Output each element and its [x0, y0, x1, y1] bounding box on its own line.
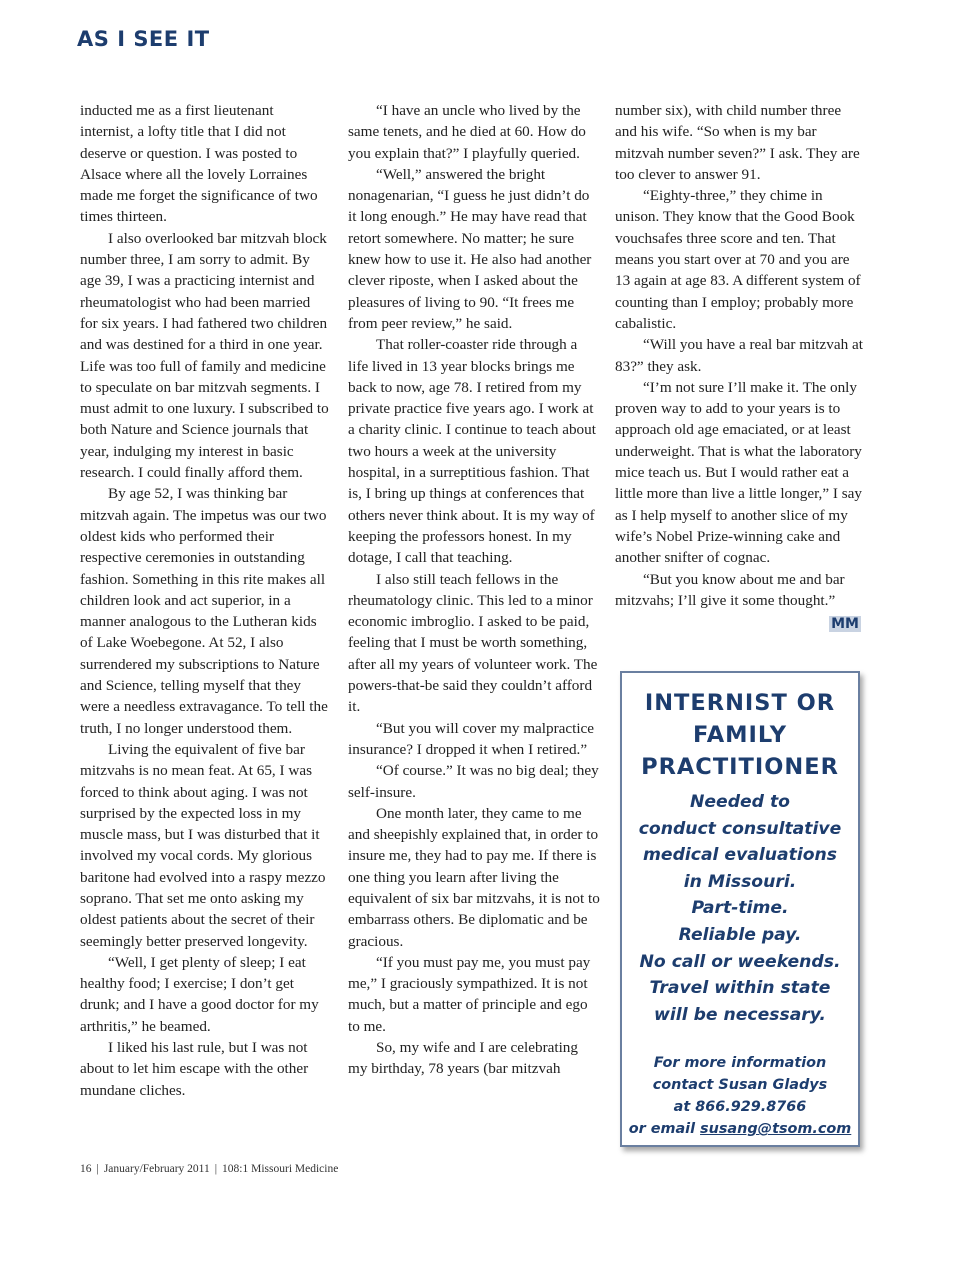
ad-body-line: medical evaluations	[643, 845, 837, 866]
section-title: AS I SEE IT	[77, 27, 210, 51]
ad-heading-line: FAMILY	[692, 722, 788, 748]
job-advertisement	[620, 671, 860, 1147]
paragraph: That roller-coaster ride through a life lived in 13 year blocks brings me back to now, age 78. I retired from my private practice five years ago. I work at a charity clinic. I continue to teach about two hours a week at the university hospital, in a surreptitious fashion. That is, I bring up things at conferences that others never think about. It is my way of keeping the professors honest. In my dotage, I call that teaching.	[348, 336, 596, 567]
paragraph: Living the equivalent of five bar mitzvahs is no mean feat. At 65, I was forced to think about aging. I was not surprised by the expected loss in my muscle mass, but I was disturbed that it involved my vocal cords. My glorious baritone had evolved into a raspy mezzo soprano. That set me onto asking my oldest patients about the secret of their seemingly better preserved longevity.	[80, 740, 326, 950]
ad-contact-line: contact Susan Gladys	[652, 1077, 828, 1094]
publication-name: 108:1 Missouri Medicine	[222, 1163, 339, 1175]
ad-heading	[622, 687, 858, 783]
issue-date: January/February 2011	[103, 1163, 210, 1175]
ad-email-line	[622, 1118, 858, 1140]
footer-separator: |	[96, 1163, 99, 1175]
paragraph: So, my wife and I are celebrating my birthday, 78 years (bar mitzvah	[348, 1039, 578, 1078]
paragraph: “If you must pay me, you must pay me,” I graciously sympathized. It is not much, but a matter of principle and ego to me.	[348, 953, 591, 1035]
ad-email-prefix: or email	[628, 1121, 701, 1138]
ad-body-line: Part-time.	[691, 898, 789, 919]
paragraph: “I have an uncle who lived by the same tenets, and he died at 60. How do you explain that?” I playfully queried.	[348, 102, 586, 162]
paragraph: “Well,” answered the bright nonagenarian, “I guess he just didn’t do it long enough.” He may have read that retort somewhere. No matter; he sure knew how to use it. He also had another clever riposte, when I asked about the pleasures of living to 90. “It frees me from peer review,” he said.	[348, 165, 592, 332]
ad-heading-line: INTERNIST OR	[644, 690, 836, 716]
footer-separator: |	[214, 1163, 218, 1175]
article-column-2	[348, 100, 600, 1080]
paragraph: I also still teach fellows in the rheumatology clinic. This led to a minor economic imbroglio. I asked to be paid, feeling that I must be worth something, after all my years of volunteer work. The powers-that-be said they couldn’t afford it.	[348, 570, 598, 716]
page-number: 16	[80, 1163, 92, 1175]
paragraph: “Eighty-three,” they chime in unison. They know that the Good Book vouchsafes three score and ten. That means you start over at 70 and you are 13 again at age 83. A different system of counting than I employ; probably more cabalistic.	[615, 187, 861, 332]
article-column-3	[615, 100, 865, 634]
ad-body-line: Reliable pay.	[678, 924, 802, 945]
paragraph: “Will you have a real bar mitzvah at 83?” they ask.	[615, 336, 863, 375]
ad-heading-line: PRACTITIONER	[641, 754, 839, 780]
end-mark	[615, 613, 861, 634]
paragraph: number six), with child number three and his wife. “So when is my bar mitzvah number seven?” I ask. They are too clever to answer 91.	[615, 102, 860, 183]
ad-body-line: No call or weekends.	[639, 951, 841, 972]
paragraph: By age 52, I was thinking bar mitzvah again. The impetus was our two oldest kids who performed their respective ceremonies in outstanding fashion. Something in this rite makes all children look and act superior, in a manner analogous to the Lutheran kids of Lake Woebegone. At 52, I also surrendered my subscriptions to Nature and Science, telling myself that they were a needless extravagance. To tell the truth, I no longer understood them.	[80, 485, 328, 737]
ad-contact	[622, 1052, 858, 1140]
paragraph: I also overlooked bar mitzvah block number three, I am sorry to admit. By age 39, I was a practicing internist and rheumatologist who had been married for six years. I had fathered two children and was destined for a third in one year. Life was too full of family and medicine to speculate on bar mitzvah segments. I must admit to one luxury. I subscribed to both Nature and Science journals that year, indulging my interest in basic research. I could finally afford them.	[80, 229, 329, 482]
paragraph: “Of course.” It was no big deal; they self-insure.	[348, 762, 599, 801]
paragraph: “But you will cover my malpractice insurance? I dropped it when I retired.”	[348, 719, 595, 758]
end-mark-logo: MM	[831, 616, 859, 633]
ad-contact-line: For more information	[653, 1055, 827, 1072]
ad-body-line: conduct consultative	[638, 818, 842, 839]
ad-contact-line: at 866.929.8766	[673, 1099, 807, 1116]
ad-body-line: Travel within state	[649, 978, 831, 999]
article-column-1	[80, 100, 330, 1101]
paragraph: “I’m not sure I’ll make it. The only proven way to add to your years is to approach old age emaciated, or at least underweight. That is what the laboratory mice teach us. But I would rather eat a little more than live a little longer,” I say as I help myself to another slice of my wife’s Nobel Prize-winning cake and another snifter of cognac.	[615, 378, 862, 567]
ad-body-line: will be necessary.	[654, 1004, 826, 1025]
paragraph: “Well, I get plenty of sleep; I eat healthy food; I exercise; I don’t get drunk; and I have a good doctor for my arthritis,” he beamed.	[80, 953, 319, 1035]
page-footer	[80, 1163, 338, 1175]
ad-body	[622, 789, 858, 1028]
ad-body-line: Needed to	[690, 792, 790, 812]
paragraph: I liked his last rule, but I was not about to let him escape with the other mundane cliches.	[80, 1039, 309, 1099]
paragraph: One month later, they came to me and sheepishly explained that, in order to insure me, they had to pay me. If there is one thing you learn after living the equivalent of six bar mitzvahs, it is not to embarrass others. Be diplomatic and be gracious.	[348, 804, 600, 950]
paragraph: “But you know about me and bar mitzvahs; I’ll give it some thought.”	[615, 570, 845, 609]
ad-email-link[interactable]: susang@tsom.com	[700, 1121, 852, 1138]
ad-body-line: in Missouri.	[683, 871, 797, 892]
paragraph: inducted me as a first lieutenant internist, a lofty title that I did not deserve or question. I was posted to Alsace where all the lovely Lorraines made me forget the significance of two times thirteen.	[80, 102, 318, 226]
